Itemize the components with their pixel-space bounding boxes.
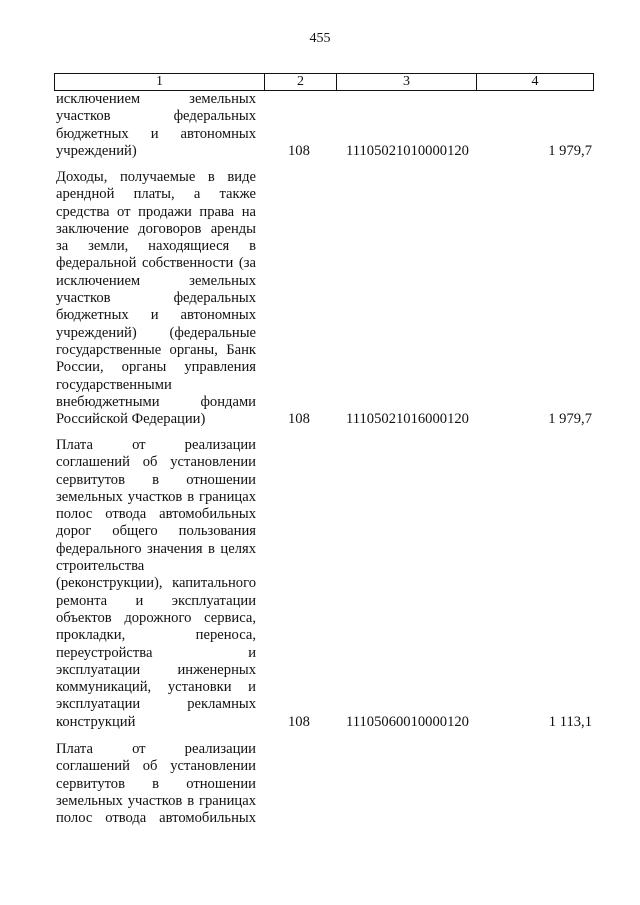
desc-line: объектов дорожного сервиса, (56, 609, 256, 626)
desc-line: участков федеральных (56, 108, 256, 125)
desc-line: полос отвода автомобильных (56, 506, 256, 523)
desc-line: соглашений об установлении (56, 758, 256, 775)
desc-line: учреждений) (56, 142, 137, 159)
desc-line: средства от продажи права на (56, 203, 256, 220)
desc-line: переустройства и (56, 644, 256, 661)
desc-line: федеральной собственности (за (56, 255, 256, 272)
desc-line: государственными (56, 376, 172, 393)
desc-line: конструкций (56, 713, 136, 730)
desc-line: Доходы, получаемые в виде (56, 169, 256, 185)
row-kbk: 11105060010000120 (346, 713, 469, 730)
desc-line: (реконструкции), капитального (56, 575, 256, 592)
desc-line: ремонта и эксплуатации (56, 592, 256, 609)
table-row (56, 741, 592, 827)
row-amount: 1 979,7 (548, 142, 592, 159)
header-col-2: 2 (265, 74, 337, 90)
table-row (56, 169, 592, 428)
desc-line: участков федеральных (56, 290, 256, 307)
row-description (56, 91, 256, 160)
desc-line: земельных участков в границах (56, 792, 256, 809)
desc-line: России, органы управления (56, 359, 256, 376)
desc-line: бюджетных и автономных (56, 125, 256, 142)
desc-line: арендной платы, а также (56, 186, 256, 203)
desc-line: прокладки, переноса, (56, 627, 256, 644)
row-kbk: 11105021016000120 (346, 411, 469, 428)
desc-line: дорог общего пользования (56, 523, 256, 540)
row-amount: 1 979,7 (548, 411, 592, 428)
desc-line: коммуникаций, установки и (56, 679, 256, 696)
desc-line: Плата от реализации (56, 741, 256, 757)
desc-line: Плата от реализации (56, 437, 256, 453)
header-col-3: 3 (337, 74, 477, 90)
desc-line: эксплуатации инженерных (56, 661, 256, 678)
desc-line: федерального значения в целях (56, 540, 256, 557)
row-code: 108 (288, 142, 310, 159)
row-description (56, 437, 256, 731)
desc-line: за земли, находящиеся в (56, 238, 256, 255)
desc-line: сервитутов в отношении (56, 471, 256, 488)
row-code: 108 (288, 713, 310, 730)
desc-line: исключением земельных (56, 272, 256, 289)
desc-line: эксплуатации рекламных (56, 696, 256, 713)
page-number: 455 (309, 31, 331, 46)
desc-line: бюджетных и автономных (56, 307, 256, 324)
desc-line: внебюджетными фондами (56, 393, 256, 410)
table-header (54, 73, 594, 91)
desc-line: заключение договоров аренды (56, 220, 256, 237)
table-row (56, 91, 592, 160)
desc-line: исключением земельных (56, 91, 256, 107)
desc-line: учреждений) (федеральные (56, 324, 256, 341)
desc-line: соглашений об установлении (56, 454, 256, 471)
table-row (56, 437, 592, 731)
desc-line: строительства (56, 558, 145, 575)
desc-line: государственные органы, Банк (56, 341, 256, 358)
row-description (56, 741, 256, 827)
desc-line: полос отвода автомобильных (56, 810, 256, 827)
row-amount: 1 113,1 (548, 713, 592, 730)
row-code: 108 (288, 411, 310, 428)
row-kbk: 11105021010000120 (346, 142, 469, 159)
desc-line: земельных участков в границах (56, 488, 256, 505)
header-col-4: 4 (531, 74, 539, 89)
desc-line: сервитутов в отношении (56, 775, 256, 792)
row-description (56, 169, 256, 428)
header-col-1: 1 (55, 74, 265, 90)
desc-line: Российской Федерации) (56, 411, 206, 428)
